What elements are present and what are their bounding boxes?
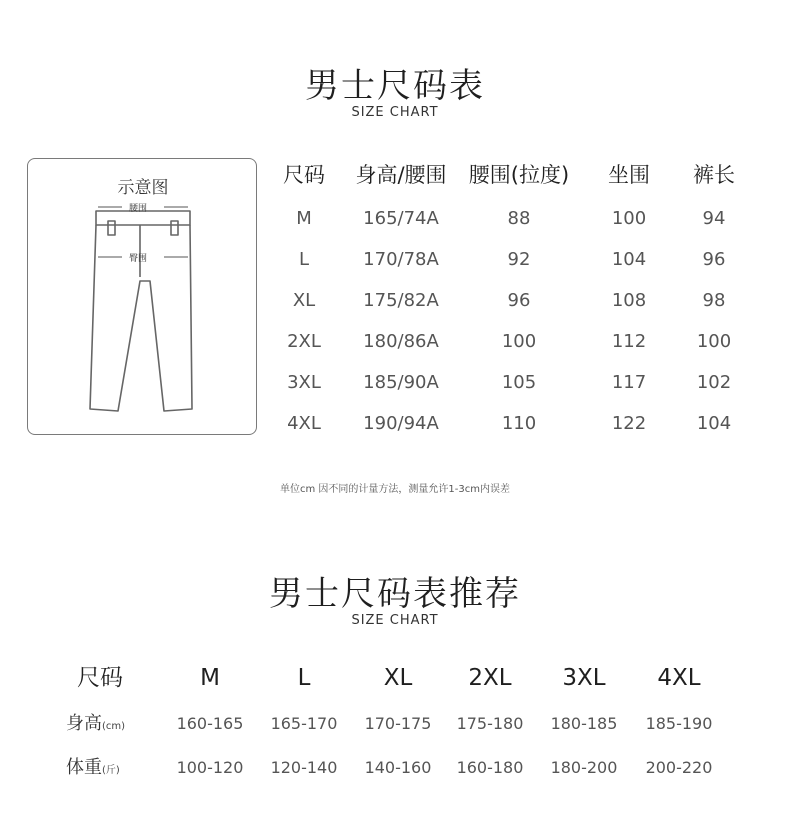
- cell-hip: 112: [611, 331, 647, 352]
- header-size-xl: XL: [383, 665, 413, 691]
- cell-value: 160-180: [456, 758, 524, 777]
- header-size-2xl: 2XL: [468, 665, 512, 691]
- cell-value: 120-140: [270, 758, 338, 777]
- cell-length: 94: [702, 208, 726, 229]
- size-table-header: [270, 160, 770, 190]
- cell-height-waist: 165/74A: [363, 208, 439, 229]
- table-row: [50, 706, 770, 742]
- cell-height-waist: 185/90A: [363, 372, 439, 393]
- cell-hip: 117: [611, 372, 647, 393]
- cell-size: XL: [292, 290, 316, 311]
- row-label-unit: (斤): [102, 765, 120, 776]
- section2-subtitle: SIZE CHART: [351, 613, 439, 628]
- pants-diagram: [27, 158, 257, 435]
- header-waist-stretch: 腰围(拉度): [468, 163, 570, 187]
- cell-value: 160-165: [176, 714, 244, 733]
- cell-length: 100: [696, 331, 732, 352]
- cell-value: 180-185: [550, 714, 618, 733]
- cell-hip: 108: [611, 290, 647, 311]
- table-row: [270, 204, 770, 234]
- cell-hip: 122: [611, 413, 647, 434]
- header-height-waist: 身高/腰围: [355, 163, 447, 187]
- cell-height-waist: 175/82A: [363, 290, 439, 311]
- cell-waist: 110: [501, 413, 537, 434]
- cell-length: 96: [702, 249, 726, 270]
- header-length: 裤长: [693, 163, 735, 187]
- cell-value: 140-160: [364, 758, 432, 777]
- cell-height-waist: 180/86A: [363, 331, 439, 352]
- header-size-3xl: 3XL: [562, 665, 606, 691]
- cell-length: 98: [702, 290, 726, 311]
- row-label-text: 体重: [66, 757, 102, 778]
- cell-height-waist: 190/94A: [363, 413, 439, 434]
- cell-size: 3XL: [287, 372, 321, 393]
- cell-waist: 105: [501, 372, 537, 393]
- cell-value: 175-180: [456, 714, 524, 733]
- table-row: [270, 368, 770, 398]
- cell-size: L: [298, 249, 310, 270]
- table-row: [50, 750, 770, 786]
- cell-hip: 100: [611, 208, 647, 229]
- header-hip: 坐围: [608, 163, 650, 187]
- table-row: [270, 409, 770, 439]
- hip-label: 臀围: [129, 254, 148, 264]
- cell-hip: 104: [611, 249, 647, 270]
- row-label-height: [66, 706, 125, 745]
- cell-height-waist: 170/78A: [363, 249, 439, 270]
- cell-value: 185-190: [645, 714, 713, 733]
- cell-value: 165-170: [270, 714, 338, 733]
- diagram-label: 示意图: [117, 178, 169, 198]
- cell-waist: 96: [507, 290, 531, 311]
- section2-title: 男士尺码表推荐: [269, 574, 521, 614]
- recommend-table-header: [50, 660, 770, 696]
- cell-waist: 92: [507, 249, 531, 270]
- section1-subtitle: SIZE CHART: [351, 105, 439, 120]
- cell-size: 4XL: [287, 413, 321, 434]
- header-size-m: M: [200, 665, 220, 691]
- header-size: 尺码: [77, 665, 123, 691]
- cell-value: 180-200: [550, 758, 618, 777]
- table-row: [270, 327, 770, 357]
- cell-size: 2XL: [287, 331, 321, 352]
- cell-size: M: [296, 208, 312, 229]
- header-size: 尺码: [283, 163, 325, 187]
- cell-length: 104: [696, 413, 732, 434]
- section1-title: 男士尺码表: [305, 66, 485, 106]
- cell-length: 102: [696, 372, 732, 393]
- cell-value: 200-220: [645, 758, 713, 777]
- table-row: [270, 286, 770, 316]
- table-row: [270, 245, 770, 275]
- cell-waist: 100: [501, 331, 537, 352]
- measurement-note: 单位cm 因不同的计量方法，测量允许1-3cm内误差: [280, 484, 510, 495]
- row-label-weight: [66, 750, 120, 789]
- header-size-4xl: 4XL: [657, 665, 701, 691]
- waist-label: 腰围: [129, 204, 148, 214]
- header-size-l: L: [297, 665, 311, 691]
- cell-waist: 88: [507, 208, 531, 229]
- cell-value: 170-175: [364, 714, 432, 733]
- row-label-text: 身高: [66, 713, 102, 734]
- row-label-unit: (cm): [102, 721, 126, 732]
- cell-value: 100-120: [176, 758, 244, 777]
